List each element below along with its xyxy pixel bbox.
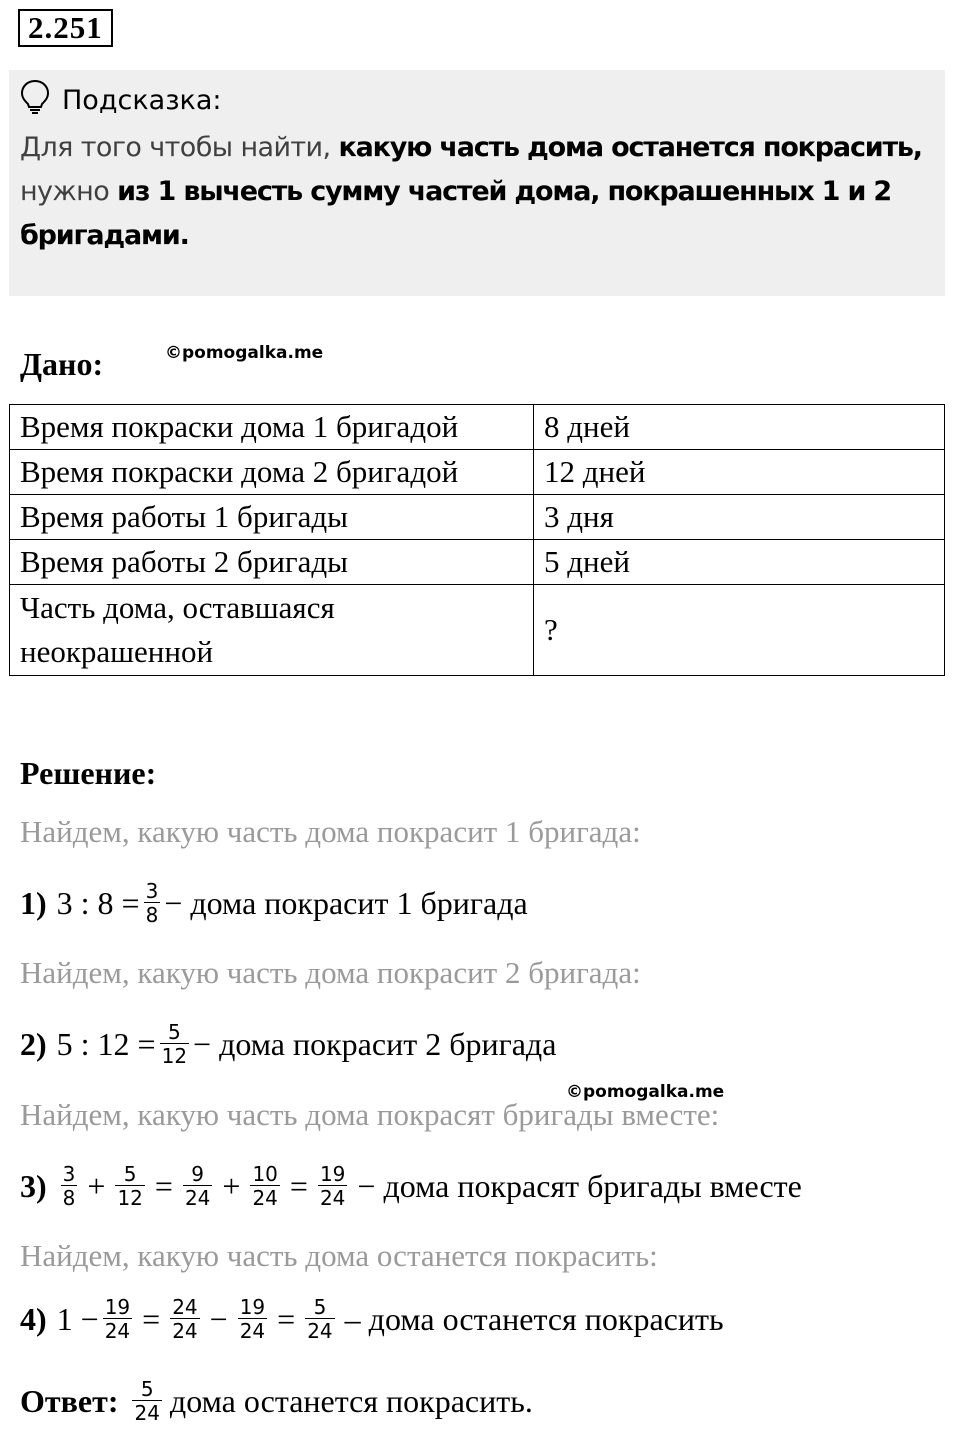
table-cell-label: Время покраски дома 2 бригадой bbox=[10, 450, 534, 495]
table-row bbox=[10, 585, 945, 676]
table-cell-value: ? bbox=[534, 585, 945, 676]
fraction bbox=[103, 1296, 132, 1342]
step-note-3: Найдем, какую часть дома покрасят бригады вместе: bbox=[20, 1097, 720, 1132]
operator: = bbox=[142, 1300, 161, 1337]
table-row bbox=[10, 495, 945, 540]
operator: = bbox=[289, 1167, 308, 1204]
fraction bbox=[115, 1163, 144, 1209]
hint-title bbox=[20, 80, 222, 120]
table-cell-label: Время работы 1 бригады bbox=[10, 495, 534, 540]
step-description: – дома останется покрасить bbox=[344, 1300, 724, 1337]
denominator: 24 bbox=[252, 1186, 278, 1210]
numerator: 10 bbox=[252, 1162, 278, 1186]
denominator: 12 bbox=[117, 1186, 143, 1210]
step-description: − дома покрасят бригады вместе bbox=[357, 1167, 802, 1204]
task-number: 2.251 bbox=[18, 9, 113, 47]
step-note-2: Найдем, какую часть дома покрасит 2 бригада: bbox=[20, 955, 641, 990]
numerator: 5 bbox=[123, 1162, 137, 1186]
solution-step-3 bbox=[20, 1151, 802, 1221]
watermark: ©pomogalka.me bbox=[165, 343, 324, 363]
denominator: 24 bbox=[172, 1319, 198, 1343]
answer-text: дома останется покрасить. bbox=[169, 1382, 533, 1419]
numerator: 5 bbox=[313, 1295, 327, 1319]
solution-step-1 bbox=[20, 868, 528, 938]
hint-text-emphasis-1: какую часть дома останется покрасить, bbox=[338, 132, 922, 163]
numerator: 19 bbox=[104, 1295, 131, 1319]
operator: + bbox=[87, 1167, 106, 1204]
numerator: 5 bbox=[140, 1377, 154, 1401]
solution-step-2 bbox=[20, 1009, 556, 1079]
denominator: 24 bbox=[307, 1319, 333, 1343]
operator: + bbox=[222, 1167, 241, 1204]
denominator: 24 bbox=[134, 1401, 160, 1425]
step-description: − дома покрасит 2 бригада bbox=[193, 1025, 557, 1062]
table-row bbox=[10, 405, 945, 450]
table-cell-label: Время работы 2 бригады bbox=[10, 540, 534, 585]
fraction bbox=[160, 1021, 189, 1067]
denominator: 24 bbox=[184, 1186, 211, 1210]
hint-text bbox=[20, 126, 945, 258]
fraction bbox=[144, 880, 161, 926]
fraction bbox=[318, 1163, 347, 1209]
hint-title-text: Подсказка: bbox=[62, 84, 222, 116]
hint-text-part-2: нужно bbox=[20, 176, 118, 207]
numerator: 3 bbox=[145, 879, 159, 903]
table-row bbox=[10, 450, 945, 495]
step-expression: 3 : 8 = bbox=[56, 884, 140, 921]
answer-line bbox=[20, 1366, 533, 1436]
watermark: ©pomogalka.me bbox=[566, 1082, 725, 1102]
operator: = bbox=[277, 1300, 296, 1337]
fraction bbox=[183, 1163, 212, 1209]
step-number: 3) bbox=[20, 1167, 47, 1204]
table-row bbox=[10, 540, 945, 585]
step-number: 4) bbox=[20, 1300, 47, 1337]
operator: − bbox=[209, 1300, 228, 1337]
given-table bbox=[9, 404, 945, 676]
denominator: 8 bbox=[145, 903, 159, 927]
table-cell-label: Время покраски дома 1 бригадой bbox=[10, 405, 534, 450]
denominator: 12 bbox=[161, 1044, 188, 1068]
table-cell-value: 12 дней bbox=[534, 450, 945, 495]
step-expression: 1 − bbox=[56, 1300, 99, 1337]
fraction bbox=[250, 1163, 279, 1209]
step-number: 1) bbox=[20, 884, 47, 921]
hint-text-emphasis-2: из 1 вычесть сумму частей дома, покрашенных 1 и 2 бригадами. bbox=[20, 176, 891, 251]
fraction bbox=[238, 1296, 267, 1342]
step-number: 2) bbox=[20, 1025, 47, 1062]
denominator: 24 bbox=[239, 1319, 266, 1343]
table-cell-value: 3 дня bbox=[534, 495, 945, 540]
denominator: 24 bbox=[319, 1186, 346, 1210]
fraction bbox=[305, 1296, 334, 1342]
step-expression: 5 : 12 = bbox=[56, 1025, 156, 1062]
denominator: 8 bbox=[62, 1186, 76, 1210]
operator: = bbox=[154, 1167, 173, 1204]
fraction bbox=[132, 1378, 161, 1424]
table-cell-value: 8 дней bbox=[534, 405, 945, 450]
numerator: 3 bbox=[62, 1162, 76, 1186]
table-cell-label: Часть дома, оставшаяся неокрашенной bbox=[10, 585, 534, 676]
table-cell-value: 5 дней bbox=[534, 540, 945, 585]
numerator: 5 bbox=[167, 1020, 181, 1044]
numerator: 19 bbox=[239, 1295, 266, 1319]
fraction bbox=[61, 1163, 78, 1209]
step-description: − дома покрасит 1 бригада bbox=[164, 884, 528, 921]
numerator: 24 bbox=[172, 1295, 198, 1319]
numerator: 9 bbox=[191, 1162, 205, 1186]
answer-label: Ответ: bbox=[20, 1382, 119, 1419]
lightbulb-icon bbox=[20, 79, 50, 122]
denominator: 24 bbox=[104, 1319, 131, 1343]
step-note-4: Найдем, какую часть дома останется покрасить: bbox=[20, 1238, 658, 1273]
step-note-1: Найдем, какую часть дома покрасит 1 бригада: bbox=[20, 814, 641, 849]
solution-step-4 bbox=[20, 1284, 724, 1354]
solution-heading: Решение: bbox=[20, 755, 157, 791]
given-heading: Дано: bbox=[20, 346, 104, 382]
fraction bbox=[170, 1296, 199, 1342]
numerator: 19 bbox=[319, 1162, 346, 1186]
hint-text-part-1: Для того чтобы найти, bbox=[20, 132, 339, 163]
